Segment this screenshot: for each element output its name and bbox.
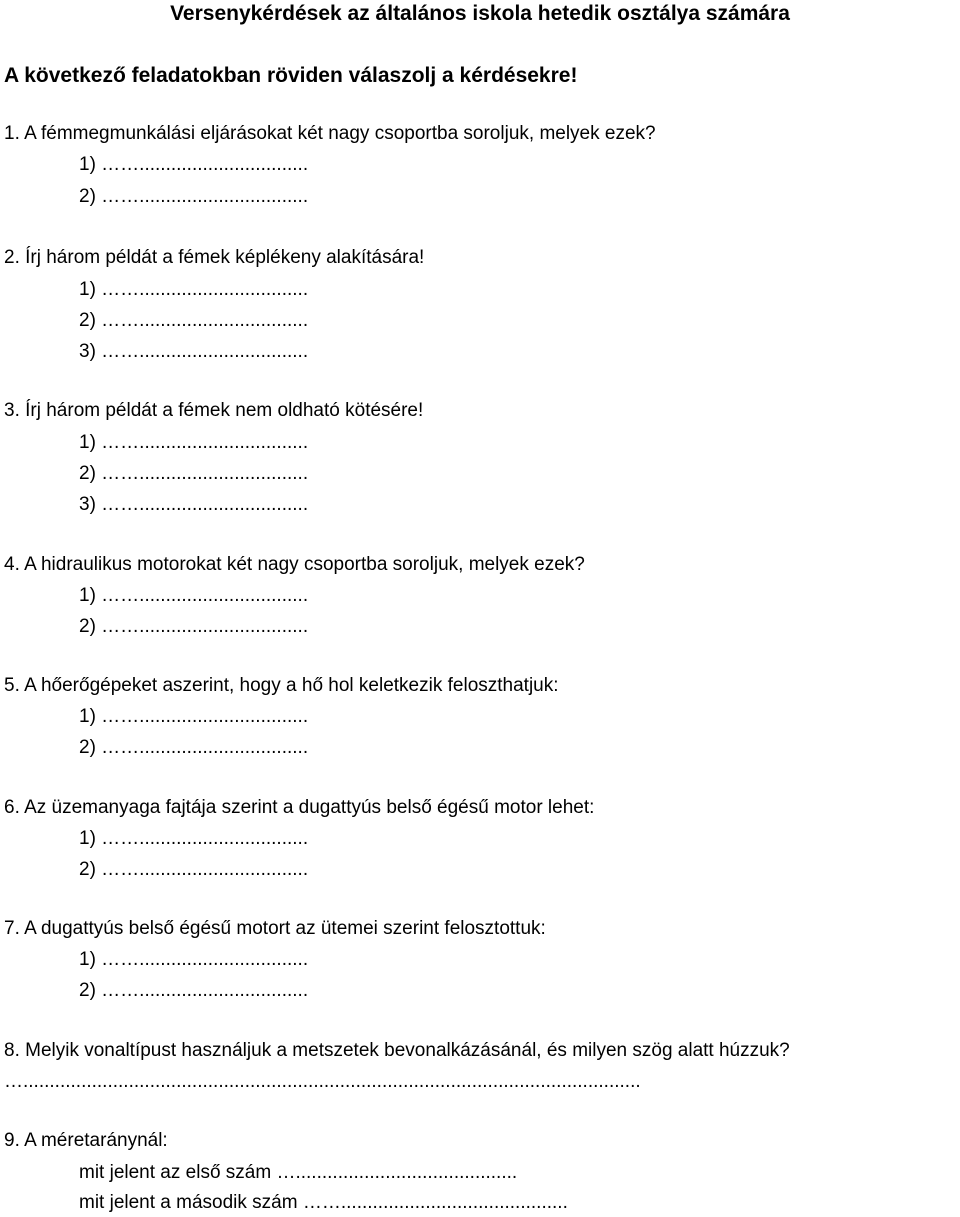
answer-line: 2) ……................................ bbox=[79, 980, 309, 1001]
answer-line: 2) ……................................ bbox=[79, 737, 309, 758]
answer-line: 2) ……................................ bbox=[79, 859, 309, 880]
answer-line: 2) ……................................ bbox=[79, 463, 309, 484]
question-9: 9. A méretaránynál: bbox=[4, 1130, 168, 1151]
answer-line: 1) ……................................ bbox=[79, 432, 309, 453]
answer-line: 2) ……................................ bbox=[79, 616, 309, 637]
question-7: 7. A dugattyús belső égésű motort az ütemei szerint felosztottuk: bbox=[4, 918, 546, 939]
question-2: 2. Írj három példát a fémek képlékeny alakítására! bbox=[4, 247, 425, 268]
answer-line: …..................................................................................................................... bbox=[4, 1071, 641, 1092]
page-title: Versenykérdések az általános iskola hetedik osztálya számára bbox=[170, 2, 790, 25]
answer-line: 1) ……................................ bbox=[79, 706, 309, 727]
answer-line: 1) ……................................ bbox=[79, 279, 309, 300]
question-8: 8. Melyik vonaltípust használjuk a metszetek bevonalkázásánál, és milyen szög alatt húzzuk? bbox=[4, 1040, 790, 1061]
answer-line: 1) ……................................ bbox=[79, 585, 309, 606]
answer-line: 2) ……................................ bbox=[79, 310, 309, 331]
answer-line: 1) ……................................ bbox=[79, 949, 309, 970]
answer-line: mit jelent az első szám ….......................................... bbox=[79, 1162, 518, 1183]
answer-line: 1) ……................................ bbox=[79, 828, 309, 849]
question-3: 3. Írj három példát a fémek nem oldható kötésére! bbox=[4, 400, 424, 421]
answer-line: mit jelent a második szám ……........................................... bbox=[79, 1192, 568, 1213]
answer-line: 3) ……................................ bbox=[79, 494, 309, 515]
question-4: 4. A hidraulikus motorokat két nagy csoportba soroljuk, melyek ezek? bbox=[4, 554, 585, 575]
question-5: 5. A hőerőgépeket aszerint, hogy a hő hol keletkezik feloszthatjuk: bbox=[4, 675, 559, 696]
question-1: 1. A fémmegmunkálási eljárásokat két nagy csoportba soroljuk, melyek ezek? bbox=[4, 123, 656, 144]
answer-line: 1) ……................................ bbox=[79, 154, 309, 175]
answer-line: 3) ……................................ bbox=[79, 341, 309, 362]
question-6: 6. Az üzemanyaga fajtája szerint a dugattyús belső égésű motor lehet: bbox=[4, 797, 595, 818]
answer-line: 2) ……................................ bbox=[79, 186, 309, 207]
instruction: A következő feladatokban röviden válaszolj a kérdésekre! bbox=[4, 64, 578, 87]
